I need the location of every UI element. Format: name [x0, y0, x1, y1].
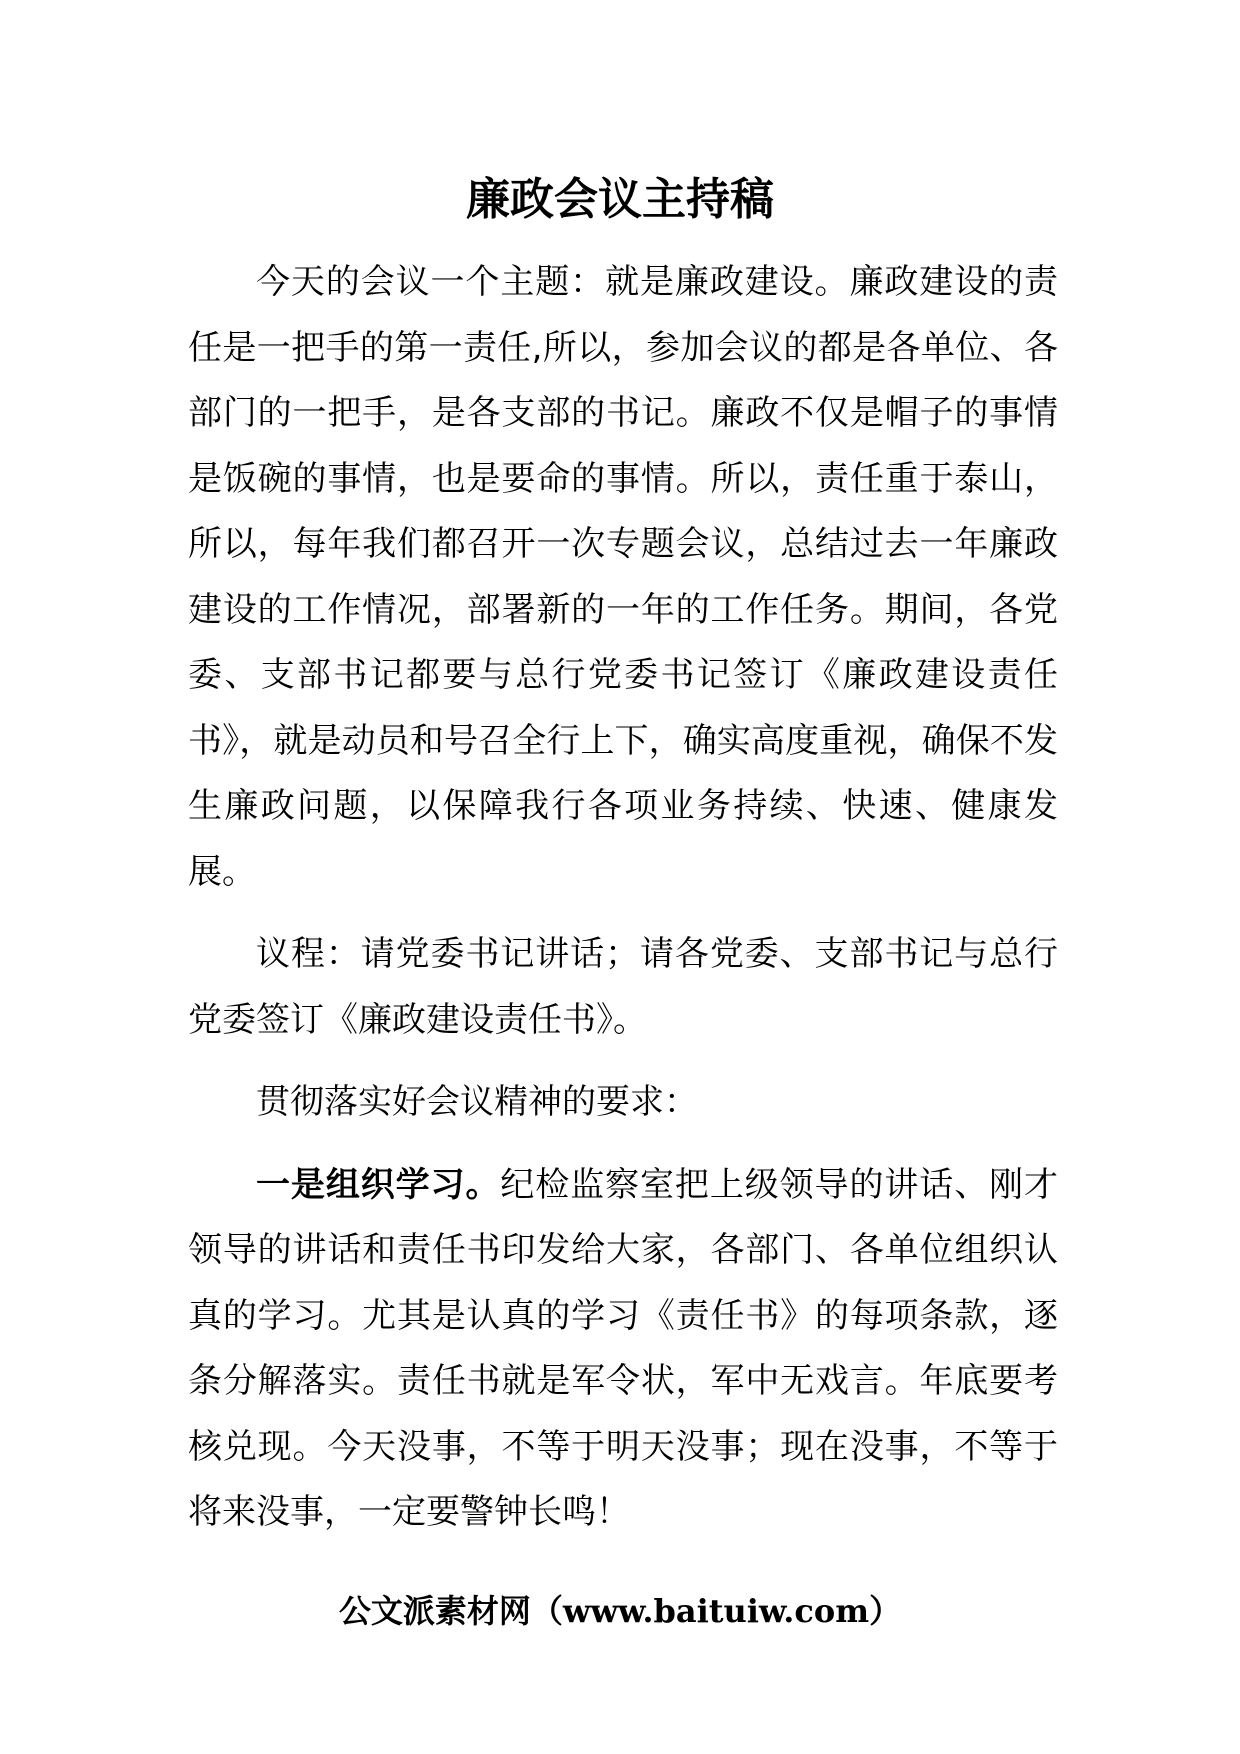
document-title: 廉政会议主持稿: [466, 174, 774, 225]
paragraph-text: 议程：请党委书记讲话；请各党委、支部书记与总行党委签订《廉政建设责任书》。: [188, 934, 1058, 1040]
paragraph-intro: [188, 250, 1058, 905]
paragraph-text: 纪检监察室把上级领导的讲话、刚才领导的讲话和责任书印发给大家，各部门、各单位组织认真的学习。尤其是认真的学习《责任书》的每项条款，逐条分解落实。责任书就是军令状，军中无戏言。年底要考核兑现。今天没事，不等于明天没事；现在没事，不等于将来没事，一定要警钟长鸣！: [188, 1164, 1059, 1532]
source-footer: 公文派素材网（www.baituiw.com）: [338, 1592, 902, 1630]
paragraph-requirements: [188, 1070, 1058, 1136]
paragraph-text: 今天的会议一个主题：就是廉政建设。廉政建设的责任是一把手的第一责任,所以，参加会议的都是各单位、各部门的一把手，是各支部的书记。廉政不仅是帽子的事情是饭碗的事情，也是要命的事情。所以，责任重于泰山，所以，每年我们都召开一次专题会议，总结过去一年廉政建设的工作情况，部署新的一年的工作任务。期间，各党委、支部书记都要与总行党委书记签订《廉政建设责任书》，就是动员和号召全行上下，确实高度重视，确保不发生廉政问题，以保障我行各项业务持续、快速、健康发展。: [188, 262, 1058, 892]
document-body: [188, 250, 1058, 1563]
paragraph-study: [188, 1153, 1058, 1546]
paragraph-text: 贯彻落实好会议精神的要求：: [256, 1082, 698, 1122]
paragraph-agenda: [188, 922, 1058, 1053]
paragraph-lead: 一是组织学习。: [256, 1164, 501, 1205]
